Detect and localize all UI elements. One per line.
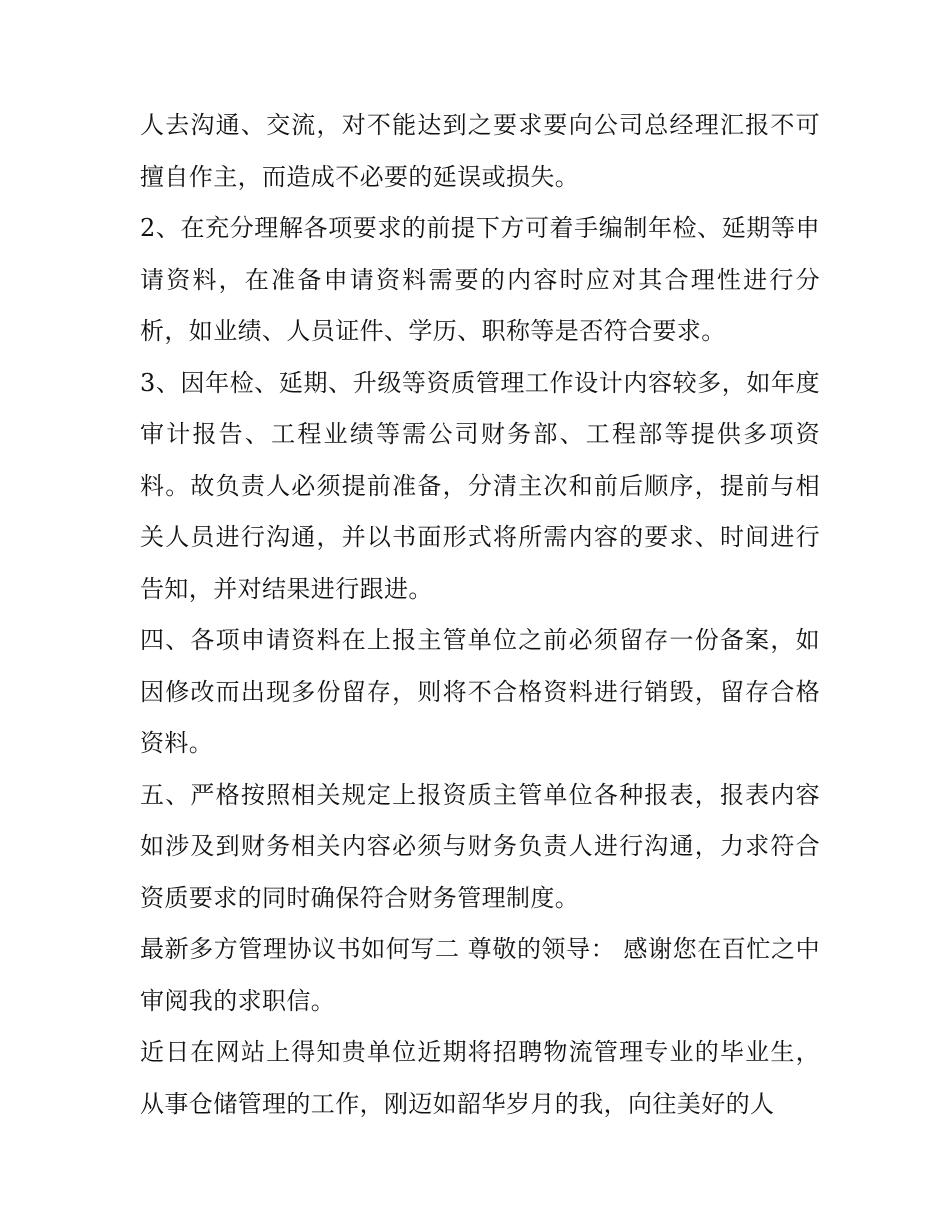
paragraph-3: 3、因年检、延期、升级等资质管理工作设计内容较多，如年度审计报告、工程业绩等需公司财务部、工程部等提供多项资料。故负责人必须提前准备，分清主次和前后顺序，提前与相关人员进行沟通，并以书面形式将所需内容的要求、时间进行告知，并对结果进行跟进。: [140, 368, 820, 603]
paragraph-2: 2、在充分理解各项要求的前提下方可着手编制年检、延期等申请资料，在准备申请资料需要的内容时应对其合理性进行分析，如业绩、人员证件、学历、职称等是否符合要求。: [140, 214, 820, 345]
paragraph-1: 人去沟通、交流，对不能达到之要求要向公司总经理汇报不可擅自作主，而造成不必要的延误或损失。: [140, 111, 820, 191]
paragraph-5: 五、严格按照相关规定上报资质主管单位各种报表，报表内容如涉及到财务相关内容必须与财务负责人进行沟通，力求符合资质要求的同时确保符合财务管理制度。: [140, 780, 820, 912]
paragraph-4: 四、各项申请资料在上报主管单位之前必须留存一份备案，如因修改而出现多份留存，则将不合格资料进行销毁，留存合格资料。: [140, 626, 820, 757]
document-body: [140, 100, 820, 1130]
paragraph-6: 最新多方管理协议书如何写二 尊敬的领导： 感谢您在百忙之中审阅我的求职信。: [140, 935, 820, 1015]
paragraph-7: 近日在网站上得知贵单位近期将招聘物流管理专业的毕业生，从事仓储管理的工作，刚迈如韶华岁月的我，向往美好的人: [140, 1038, 820, 1118]
